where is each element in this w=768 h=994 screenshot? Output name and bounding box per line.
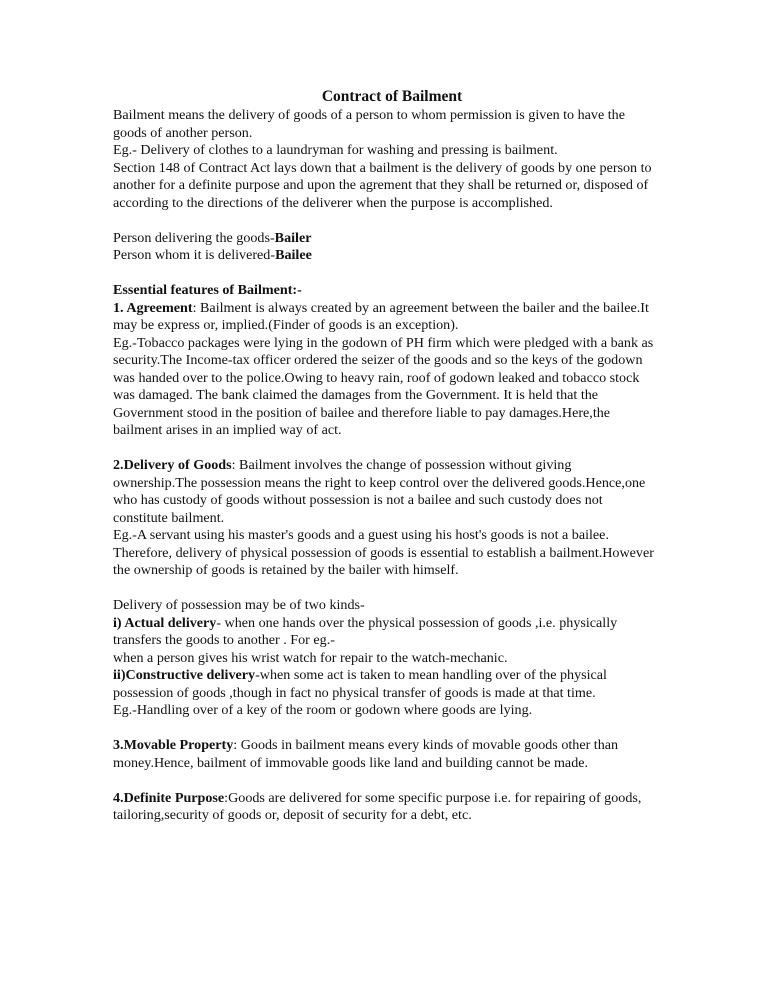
bailer-label: Person delivering the goods- bbox=[113, 229, 275, 246]
actual-delivery-text: - when one hands over the physical possession of goods ,i.e. physically transfers the goods to another . For eg.- bbox=[113, 614, 618, 648]
movable-property-text: : Goods in bailment means every kinds of movable goods other than money.Hence, bailment of immovable goods like land and building cannot be made. bbox=[113, 737, 619, 771]
definite-purpose-text: :Goods are delivered for some specific purpose i.e. for repairing of goods, tailoring,security of goods or, deposit of security for a debt, etc. bbox=[113, 789, 642, 823]
definite-purpose-heading: 4.Definite Purpose bbox=[113, 789, 225, 806]
actual-delivery-paragraph bbox=[113, 615, 659, 650]
section-148-text: Section 148 of Contract Act lays down that a bailment is the delivery of goods by one person to another for a definite purpose and upon the agrement that they shall be returned or, disposed of according to the directions of the deliverer when the purpose is accomplished. bbox=[113, 159, 652, 211]
features-heading: Essential features of Bailment:- bbox=[113, 282, 302, 298]
actual-delivery-example: when a person gives his wrist watch for repair to the watch-mechanic. bbox=[113, 649, 508, 666]
bailee-term: Bailee bbox=[275, 247, 312, 263]
delivery-paragraph bbox=[113, 457, 659, 527]
bailee-label: Person whom it is delivered- bbox=[113, 247, 276, 263]
actual-delivery-heading: i) Actual delivery bbox=[113, 614, 217, 631]
movable-property-heading: 3.Movable Property bbox=[113, 737, 234, 753]
movable-property-paragraph bbox=[113, 737, 659, 772]
definite-purpose-paragraph bbox=[113, 790, 659, 825]
bailee-line bbox=[113, 247, 659, 265]
spacer bbox=[113, 772, 659, 790]
spacer bbox=[113, 265, 659, 283]
document-page bbox=[113, 88, 659, 825]
spacer bbox=[113, 212, 659, 230]
spacer bbox=[113, 440, 659, 458]
delivery-text: : Bailment involves the change of possession without giving ownership.The possession means the right to keep control over the delivered goods.Hence,one who has custody of goods without possession is not a bailee and such custody does not constitute bailment. bbox=[113, 457, 646, 526]
spacer bbox=[113, 580, 659, 598]
bailment-example: Eg.- Delivery of clothes to a laundryman for washing and pressing is bailment. bbox=[113, 142, 558, 158]
delivery-heading: 2.Delivery of Goods bbox=[113, 457, 232, 473]
constructive-delivery-paragraph bbox=[113, 667, 659, 702]
kinds-intro: Delivery of possession may be of two kinds- bbox=[113, 597, 365, 613]
bailer-line bbox=[113, 230, 659, 248]
bailment-definition: Bailment means the delivery of goods of a person to whom permission is given to have the goods of another person. bbox=[113, 107, 625, 141]
spacer bbox=[113, 720, 659, 738]
agreement-example: Eg.-Tobacco packages were lying in the godown of PH firm which were pledged with a bank as security.The Income-tax officer ordered the seizer of the goods and so the keys of the godown was handed over to the police.Owing to heavy rain, roof of godown leaked and tobacco stock was damaged. The bank claimed the damages from the Government. It is held that the Government stood in the position of bailee and therefore liable to pay damages.Here,the bailment arises in an implied way of act. bbox=[113, 334, 654, 438]
document-title: Contract of Bailment bbox=[321, 88, 463, 105]
constructive-delivery-text: -when some act is taken to mean handling over of the physical possession of goods ,though in fact no physical transfer of goods is made at that time. bbox=[113, 667, 607, 701]
bailer-term: Bailer bbox=[274, 229, 312, 246]
delivery-example: Eg.-A servant using his master's goods and a guest using his host's goods is not a bailee. Therefore, delivery of physical possession of goods is essential to establish a bailment.However the ownership of goods is retained by the bailer with himself. bbox=[113, 527, 654, 578]
agreement-text: : Bailment is always created by an agreement between the bailer and the bailee.It may be express or, implied.(Finder of goods is an exception). bbox=[113, 299, 649, 333]
agreement-paragraph bbox=[113, 300, 659, 335]
agreement-heading: 1. Agreement bbox=[113, 299, 193, 316]
constructive-delivery-example: Eg.-Handling over of a key of the room or godown where goods are lying. bbox=[113, 702, 533, 718]
constructive-delivery-heading: ii)Constructive delivery bbox=[113, 667, 256, 683]
